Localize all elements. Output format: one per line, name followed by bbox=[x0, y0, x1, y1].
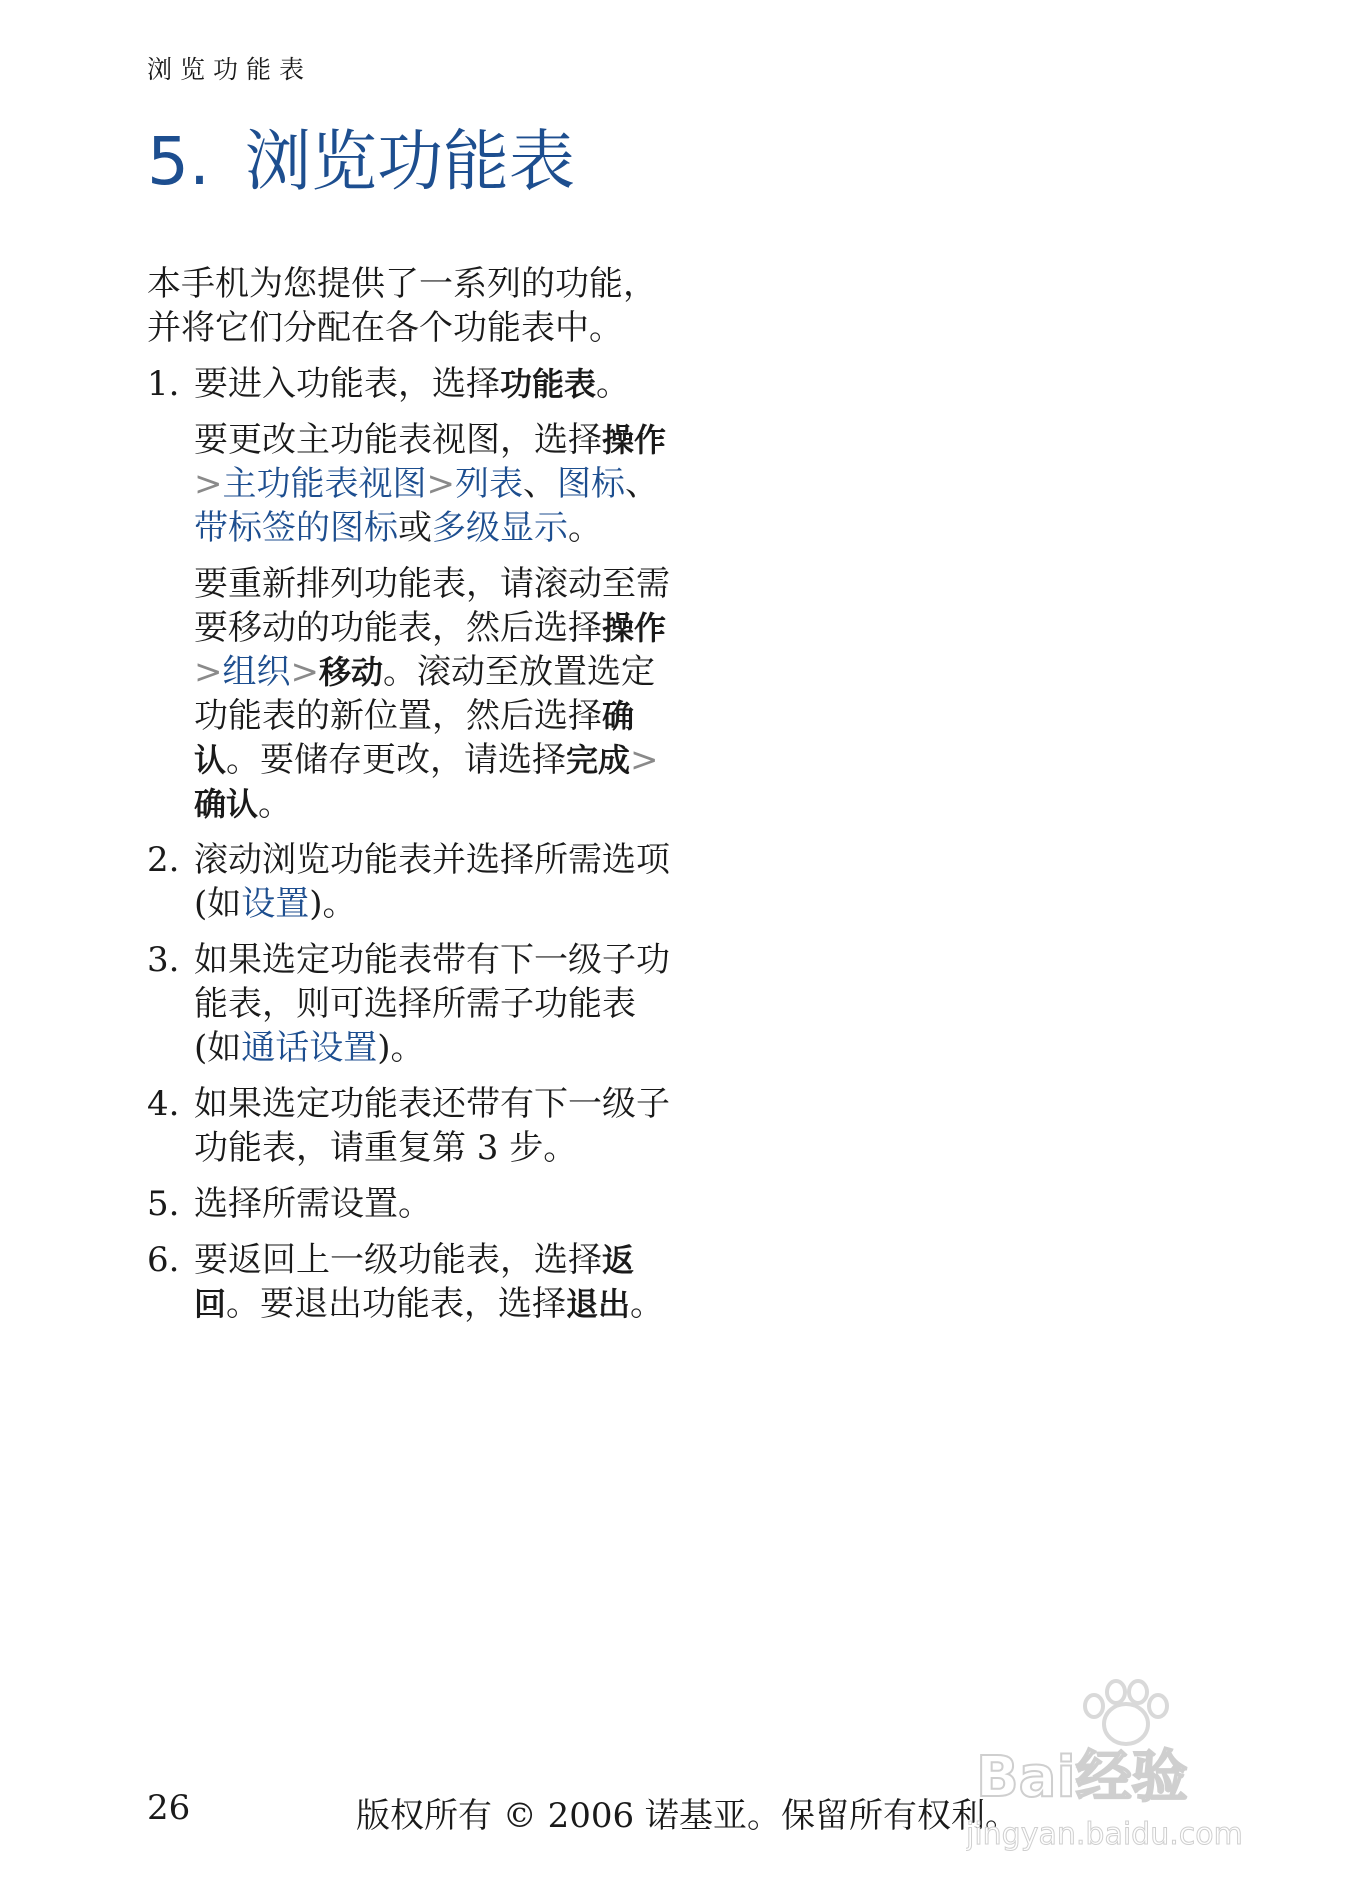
para-text: 要重新排列功能表，请滚动至需要移动的功能表，然后选择 bbox=[194, 564, 670, 648]
step-number: 5. bbox=[147, 1184, 180, 1224]
step-4-text: 如果选定功能表还带有下一级子功能表，请重复第 3 步。 bbox=[194, 1084, 670, 1168]
step-3 bbox=[147, 938, 677, 1070]
options-keyword: 操作 bbox=[602, 609, 667, 647]
move-keyword: 移动 bbox=[319, 653, 384, 691]
step-6 bbox=[147, 1238, 677, 1326]
step-text: 。 bbox=[630, 1284, 665, 1324]
step-number: 2. bbox=[147, 840, 180, 880]
step-text: )。 bbox=[377, 1028, 425, 1068]
chapter-body bbox=[147, 262, 677, 1338]
step-number: 6. bbox=[147, 1240, 180, 1280]
step-text: 如果选定功能表带有下一级子功能表，则可选择所需子功能表 (如 bbox=[194, 940, 670, 1068]
grid-link[interactable]: 图标 bbox=[557, 464, 625, 504]
path-separator: > bbox=[290, 652, 319, 692]
settings-link[interactable]: 设置 bbox=[241, 884, 310, 924]
copyright-notice: 版权所有 © 2006 诺基亚。保留所有权利。 bbox=[356, 1796, 1019, 1836]
step-number: 1. bbox=[147, 364, 180, 404]
page-number: 26 bbox=[147, 1788, 191, 1828]
options-keyword: 操作 bbox=[602, 421, 667, 459]
watermark-logo bbox=[966, 1676, 1286, 1856]
grid-with-labels-link[interactable]: 带标签的图标 bbox=[194, 508, 398, 548]
step-2-text bbox=[194, 838, 677, 926]
menu-keyword: 功能表 bbox=[500, 365, 597, 403]
step-text: 。要退出功能表，选择 bbox=[226, 1284, 567, 1324]
step-5 bbox=[147, 1182, 677, 1226]
paw-toe bbox=[1107, 1681, 1125, 1703]
view-change-paragraph bbox=[194, 418, 677, 550]
path-separator: > bbox=[194, 464, 223, 504]
organise-link[interactable]: 组织 bbox=[222, 652, 291, 692]
paw-pad bbox=[1104, 1704, 1148, 1744]
para-text: 。 bbox=[568, 508, 602, 548]
step-3-text bbox=[194, 938, 677, 1070]
step-number: 4. bbox=[147, 1084, 180, 1124]
step-text: 要返回上一级功能表，选择 bbox=[194, 1240, 602, 1280]
step-5-text: 选择所需设置。 bbox=[194, 1184, 432, 1224]
watermark-url: jingyan.baidu.com bbox=[966, 1817, 1243, 1852]
running-header: 浏览功能表 bbox=[147, 55, 313, 84]
para-text: 要更改主功能表视图，选择 bbox=[194, 420, 602, 460]
chapter-title-text: 浏览功能表 bbox=[245, 123, 575, 200]
baidu-jingyan-watermark bbox=[966, 1676, 1286, 1860]
paw-toe bbox=[1149, 1695, 1167, 1717]
path-separator: > bbox=[426, 464, 455, 504]
step-2 bbox=[147, 838, 677, 926]
ok-keyword: 确认 bbox=[194, 785, 259, 823]
reorder-paragraph bbox=[194, 562, 677, 826]
path-separator: > bbox=[630, 740, 659, 780]
or-text: 或 bbox=[398, 508, 432, 548]
step-text: 。 bbox=[596, 364, 631, 404]
multilevel-link[interactable]: 多级显示 bbox=[432, 508, 568, 548]
step-6-text bbox=[194, 1238, 677, 1326]
step-text: )。 bbox=[309, 884, 357, 924]
exit-keyword: 退出 bbox=[566, 1285, 631, 1323]
step-1-text bbox=[194, 362, 677, 406]
paw-toe bbox=[1129, 1681, 1147, 1703]
para-text: 。滚动至放置选定功能表的新位置，然后选择 bbox=[194, 652, 656, 736]
ok-keyword: 确认 bbox=[194, 697, 635, 779]
step-number: 3. bbox=[147, 940, 180, 980]
steps-list bbox=[147, 362, 677, 1326]
chapter-number: 5. bbox=[147, 123, 210, 200]
list-separator: 、 bbox=[625, 464, 659, 504]
intro-paragraph: 本手机为您提供了一系列的功能，并将它们分配在各个功能表中。 bbox=[147, 264, 657, 348]
back-keyword: 返回 bbox=[194, 1241, 635, 1323]
chapter-title bbox=[147, 122, 575, 202]
para-text: 。 bbox=[258, 784, 293, 824]
watermark-brand: Bai经验 bbox=[976, 1745, 1188, 1810]
list-link[interactable]: 列表 bbox=[455, 464, 523, 504]
list-separator: 、 bbox=[523, 464, 557, 504]
step-1 bbox=[147, 362, 677, 826]
call-settings-link[interactable]: 通话设置 bbox=[241, 1028, 378, 1068]
step-text: 要进入功能表，选择 bbox=[194, 364, 500, 404]
paw-toe bbox=[1085, 1695, 1103, 1717]
done-keyword: 完成 bbox=[566, 741, 631, 779]
main-menu-view-link[interactable]: 主功能表视图 bbox=[222, 464, 427, 504]
step-4 bbox=[147, 1082, 677, 1170]
step-text: 滚动浏览功能表并选择所需选项 (如 bbox=[194, 840, 670, 924]
para-text: 。要储存更改，请选择 bbox=[226, 740, 567, 780]
path-separator: > bbox=[194, 652, 223, 692]
